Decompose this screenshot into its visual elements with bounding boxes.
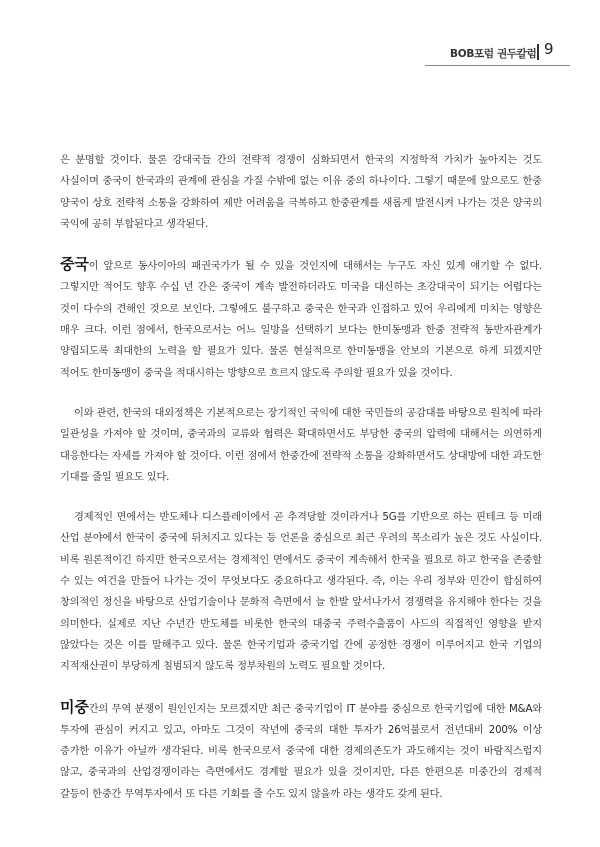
paragraph-4	[60, 507, 542, 677]
paragraph-1	[60, 150, 542, 235]
paragraph-2-text: 이 앞으로 동사이아의 패권국가가 될 수 있을 것인지에 대해서는 누구도 자신 있게 얘기할 수 없다. 그렇지만 적어도 향후 수십 년 간은 중국이 계속 발전하더라도 미국을 대신하는 초강대국이 되기는 어렵다는 것이 다수의 견해인 것으로 보인다. 그렇에도 불구하고 중국은 한국과 인접하고 있어 우리에게 미치는 영향은 매우 크다. 이런 점에서, 한국으로서는 어느 일방을 선택하기 보다는 한미동맹과 한중 전략적 동반자관계가 양립되도록 최대한의 노력을 할 필요가 있다. 물론 현실적으로 한미동맹을 안보의 기본으로 하게 되겠지만 적어도 한미동맹이 중국을 적대시하는 방향으로 흐르지 않도록 주의할 필요가 있을 것이다.	[60, 261, 542, 379]
header-divider	[537, 44, 539, 60]
paragraph-3-text: 이와 관련, 한국의 대외정책은 기본적으로는 장기적인 국익에 대한 국민들의 공감대를 바탕으로 원칙에 따라 일관성을 가져야 할 것이며, 중국과의 교류와 협력은 확대하면서도 부당한 중국의 압력에 대해서는 의연하게 대응한다는 자세를 가져야 할 것이다. 이런 점에서 한중간에 전략적 소통을 강화하면서도 상대방에 대한 과도한 기대를 줄일 필요도 있다.	[60, 407, 542, 483]
paragraph-1-text: 은 분명할 것이다. 물론 강대국들 간의 전략적 경쟁이 심화되면서 한국의 지정학적 가치가 높아지는 것도 사실이며 중국이 한국과의 관계에 관심을 가질 수밖에 없는 이유 중의 하나이다. 그렇기 때문에 앞으로도 한중 양국이 상호 전략적 소통을 강화하여 제반 어려움을 극복하고 한중관계를 새롭게 발전시켜 나가는 것은 양국의 국익에 공히 부합된다고 생각된다.	[60, 155, 542, 230]
paragraph-5	[60, 697, 542, 805]
paragraph-2	[60, 254, 542, 384]
paragraph-2-lead: 중국	[60, 255, 89, 274]
paragraph-5-text: 간의 무역 분쟁이 원인인지는 모르겠지만 최근 중국기업이 IT 분야를 중심으로 한국기업에 대한 M&A와 투자에 관심이 커지고 있고, 아마도 그것이 작년에 중국의 대한 투자가 26억불로서 전년대비 200% 이상 증가한 이유가 아닐까 생각된다. 비록 한국으로서 중국에 대한 경제의존도가 과도해지는 것이 바람직스럽지 않고, 중국과의 산업경쟁이라는 측면에서도 경계할 필요가 있을 것이지만, 다른 한편으론 미중간의 경제적 갈등이 한중간 무역투자에서 또 다른 기회를 줄 수도 있지 않을까 라는 생각도 갖게 된다.	[60, 703, 542, 800]
paragraph-4-text: 경제적인 면에서는 반도체나 디스플레이에서 곧 추격당할 것이라거나 5G를 기반으로 하는 핀테크 등 미래 산업 분야에서 한국이 중국에 뒤처지고 있다는 등 언론을 중심으로 최근 우려의 목소리가 높은 것도 사실이다. 비록 원론적이긴 하지만 한국으로서는 경제적인 면에서도 중국이 계속해서 한국을 필요로 하고 한국을 존중할 수 있는 여건을 만들어 나가는 것이 무엇보다도 중요하다고 생각된다. 즉, 이는 우리 정부와 민간이 합심하여 창의적인 정신을 바탕으로 산업기술이나 문화적 측면에서 늘 한발 앞서나가서 경쟁력을 유지해야 한다는 것을 의미한다. 실제로 지난 수년간 반도체를 비롯한 한국의 대중국 주력수출품이 사드의 직접적인 영향을 받지 않았다는 것은 이를 말해주고 있다. 물론 한국기업과 중국기업 간에 공정한 경쟁이 이루어지고 한국 기업의 지적재산권이 부당하게 침범되지 않도록 정부차원의 노력도 필요할 것이다.	[60, 512, 542, 673]
page-header	[425, 36, 570, 66]
header-title: BOB포럼 권두칼럼	[450, 48, 537, 60]
paragraph-5-lead: 미중	[60, 697, 89, 716]
page-number: 9	[544, 40, 554, 58]
paragraph-3	[60, 403, 542, 488]
article-body	[60, 150, 542, 824]
header-rule	[425, 65, 570, 66]
